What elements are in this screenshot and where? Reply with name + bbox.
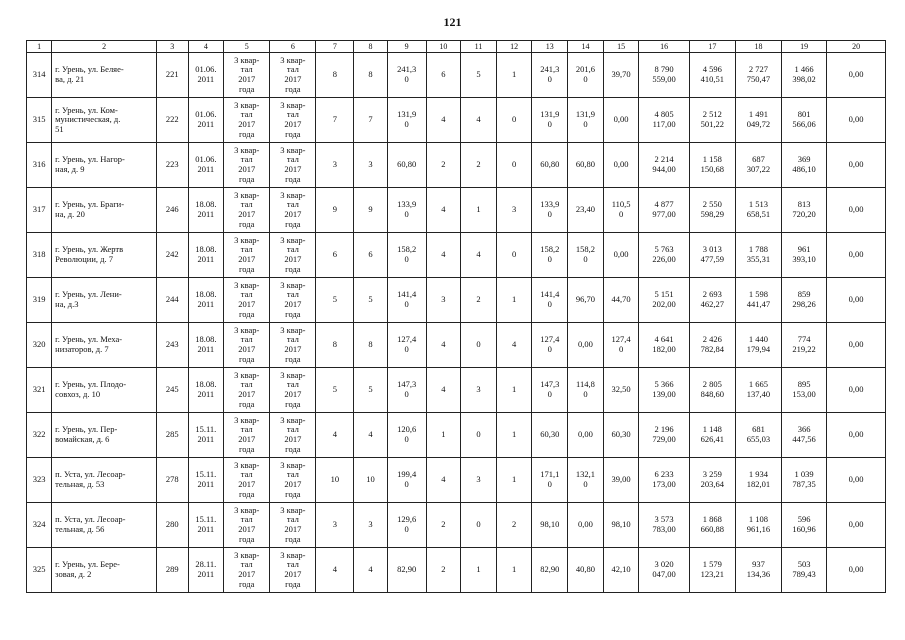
column-header: 14 xyxy=(568,41,604,53)
table-cell: 44,70 xyxy=(603,278,639,323)
table-cell: 3 квар- тал 2017 года xyxy=(224,368,270,413)
table-cell: 1 158 150,68 xyxy=(689,143,735,188)
table-cell: 2 550 598,29 xyxy=(689,188,735,233)
table-cell: 317 xyxy=(27,188,52,233)
table-cell: 8 xyxy=(354,53,388,98)
column-header: 7 xyxy=(316,41,354,53)
table-cell: 133,9 0 xyxy=(532,188,568,233)
table-cell: 1 665 137,40 xyxy=(735,368,781,413)
table-cell: 243 xyxy=(157,323,188,368)
table-cell: 2 xyxy=(461,143,497,188)
table-cell: 5 xyxy=(316,278,354,323)
table-cell: 366 447,56 xyxy=(782,413,827,458)
table-cell: г. Урень, ул. Плодо- совхоз, д. 10 xyxy=(52,368,157,413)
table-cell: 289 xyxy=(157,548,188,593)
table-cell: 6 233 173,00 xyxy=(639,458,689,503)
table-cell: 133,9 0 xyxy=(387,188,426,233)
table-cell: 0 xyxy=(461,413,497,458)
table-cell: 6 xyxy=(354,233,388,278)
table-row xyxy=(27,53,886,98)
table-cell: 5 xyxy=(316,368,354,413)
table-cell: 3 xyxy=(316,503,354,548)
table-cell: 314 xyxy=(27,53,52,98)
table-cell: 0,00 xyxy=(827,503,886,548)
table-cell: 10 xyxy=(316,458,354,503)
table-cell: 1 579 123,21 xyxy=(689,548,735,593)
table-cell: 813 720,20 xyxy=(782,188,827,233)
table-cell: 895 153,00 xyxy=(782,368,827,413)
table-cell: 0,00 xyxy=(603,98,639,143)
table-cell: 15.11. 2011 xyxy=(188,458,224,503)
table-cell: 0,00 xyxy=(603,143,639,188)
table-cell: 158,2 0 xyxy=(568,233,604,278)
table-row xyxy=(27,233,886,278)
table-cell: 4 877 977,00 xyxy=(639,188,689,233)
table-cell: 18.08. 2011 xyxy=(188,188,224,233)
table-row xyxy=(27,413,886,458)
column-header: 4 xyxy=(188,41,224,53)
table-cell: 1 xyxy=(461,548,497,593)
table-cell: 3 квар- тал 2017 года xyxy=(270,98,316,143)
table-cell: г. Урень, ул. Браги- на, д. 20 xyxy=(52,188,157,233)
table-cell: 4 xyxy=(426,323,461,368)
table-cell: 60,80 xyxy=(532,143,568,188)
column-header: 6 xyxy=(270,41,316,53)
table-cell: 60,30 xyxy=(532,413,568,458)
table-cell: 2 xyxy=(461,278,497,323)
table-cell: 6 xyxy=(426,53,461,98)
table-row xyxy=(27,458,886,503)
table-cell: 131,9 0 xyxy=(387,98,426,143)
column-header: 10 xyxy=(426,41,461,53)
table-cell: 5 xyxy=(461,53,497,98)
column-header: 18 xyxy=(735,41,781,53)
table-cell: 324 xyxy=(27,503,52,548)
table-cell: 0,00 xyxy=(603,233,639,278)
table-cell: 3 квар- тал 2017 года xyxy=(224,53,270,98)
table-cell: 0,00 xyxy=(568,503,604,548)
table-cell: 3 квар- тал 2017 года xyxy=(270,368,316,413)
table-cell: 320 xyxy=(27,323,52,368)
table-cell: 1 868 660,88 xyxy=(689,503,735,548)
table-cell: 4 xyxy=(426,98,461,143)
column-header: 13 xyxy=(532,41,568,53)
table-cell: 131,9 0 xyxy=(568,98,604,143)
table-cell: 3 xyxy=(354,503,388,548)
table-cell: 3 xyxy=(316,143,354,188)
table-cell: 01.06. 2011 xyxy=(188,143,224,188)
table-cell: 322 xyxy=(27,413,52,458)
table-cell: 82,90 xyxy=(387,548,426,593)
page-number: 121 xyxy=(443,15,462,29)
table-cell: 4 xyxy=(316,548,354,593)
table-cell: 3 573 783,00 xyxy=(639,503,689,548)
table-cell: г. Урень, ул. Ком- мунистическая, д. 51 xyxy=(52,98,157,143)
column-header: 11 xyxy=(461,41,497,53)
table-cell: 98,10 xyxy=(603,503,639,548)
table-row xyxy=(27,323,886,368)
table-cell: 158,2 0 xyxy=(532,233,568,278)
table-cell: 3 квар- тал 2017 года xyxy=(270,278,316,323)
table-cell: 42,10 xyxy=(603,548,639,593)
table-cell: 147,3 0 xyxy=(387,368,426,413)
table-cell: 3 020 047,00 xyxy=(639,548,689,593)
table-cell: 8 xyxy=(316,323,354,368)
table-cell: 4 xyxy=(426,368,461,413)
table-cell: 315 xyxy=(27,98,52,143)
table-cell: 0,00 xyxy=(827,368,886,413)
table-cell: 8 xyxy=(316,53,354,98)
table-cell: 859 298,26 xyxy=(782,278,827,323)
table-cell: 1 xyxy=(496,548,532,593)
table-cell: 2 805 848,60 xyxy=(689,368,735,413)
table-cell: 2 214 944,00 xyxy=(639,143,689,188)
table-cell: 28.11. 2011 xyxy=(188,548,224,593)
table-cell: 5 366 139,00 xyxy=(639,368,689,413)
table-row xyxy=(27,143,886,188)
table-cell: 3 квар- тал 2017 года xyxy=(270,53,316,98)
table-cell: 3 xyxy=(496,188,532,233)
table-cell: 2 512 501,22 xyxy=(689,98,735,143)
table-cell: 4 596 410,51 xyxy=(689,53,735,98)
table-cell: 120,6 0 xyxy=(387,413,426,458)
table-cell: 1 039 787,35 xyxy=(782,458,827,503)
table-cell: 60,80 xyxy=(387,143,426,188)
table-cell: 141,4 0 xyxy=(532,278,568,323)
table-cell: 201,6 0 xyxy=(568,53,604,98)
table-cell: 23,40 xyxy=(568,188,604,233)
table-cell: 2 xyxy=(496,503,532,548)
table-cell: 1 513 658,51 xyxy=(735,188,781,233)
table-cell: 1 466 398,02 xyxy=(782,53,827,98)
table-cell: 242 xyxy=(157,233,188,278)
table-cell: 4 xyxy=(354,413,388,458)
table-cell: 40,80 xyxy=(568,548,604,593)
table-cell: 681 655,03 xyxy=(735,413,781,458)
table-cell: 319 xyxy=(27,278,52,323)
table-cell: 4 xyxy=(496,323,532,368)
table-cell: 3 квар- тал 2017 года xyxy=(224,503,270,548)
table-cell: 369 486,10 xyxy=(782,143,827,188)
table-cell: 0,00 xyxy=(568,413,604,458)
table-cell: 0,00 xyxy=(827,233,886,278)
table-cell: 1 xyxy=(426,413,461,458)
table-cell: 0,00 xyxy=(827,323,886,368)
table-cell: 1 xyxy=(496,368,532,413)
table-cell: 0 xyxy=(461,323,497,368)
table-cell: 1 xyxy=(496,278,532,323)
table-cell: 39,70 xyxy=(603,53,639,98)
table-cell: 147,3 0 xyxy=(532,368,568,413)
column-header: 8 xyxy=(354,41,388,53)
table-row xyxy=(27,503,886,548)
table-cell: 596 160,96 xyxy=(782,503,827,548)
column-header: 17 xyxy=(689,41,735,53)
column-header: 19 xyxy=(782,41,827,53)
table-cell: 96,70 xyxy=(568,278,604,323)
table-cell: 0 xyxy=(496,233,532,278)
table-cell: 1 xyxy=(496,458,532,503)
table-cell: 3 xyxy=(354,143,388,188)
table-cell: 15.11. 2011 xyxy=(188,503,224,548)
table-cell: г. Урень, ул. Нагор- ная, д. 9 xyxy=(52,143,157,188)
table-cell: 5 151 202,00 xyxy=(639,278,689,323)
table-cell: 132,1 0 xyxy=(568,458,604,503)
table-cell: г. Урень, ул. Беляе- ва, д. 21 xyxy=(52,53,157,98)
table-cell: 171,1 0 xyxy=(532,458,568,503)
column-header: 5 xyxy=(224,41,270,53)
table-cell: 2 xyxy=(426,143,461,188)
table-cell: 801 566,06 xyxy=(782,98,827,143)
table-cell: 2 196 729,00 xyxy=(639,413,689,458)
table-cell: г. Урень, ул. Меха- низаторов, д. 7 xyxy=(52,323,157,368)
table-cell: 222 xyxy=(157,98,188,143)
table-cell: г. Урень, ул. Бере- зовая, д. 2 xyxy=(52,548,157,593)
table-cell: 0 xyxy=(496,143,532,188)
table-cell: 3 013 477,59 xyxy=(689,233,735,278)
table-cell: г. Урень, ул. Лени- на, д.3 xyxy=(52,278,157,323)
table-cell: 0,00 xyxy=(827,53,886,98)
table-cell: 3 квар- тал 2017 года xyxy=(270,143,316,188)
table-cell: 2 693 462,27 xyxy=(689,278,735,323)
column-header: 3 xyxy=(157,41,188,53)
table-header-row xyxy=(27,41,886,53)
table-cell: 3 квар- тал 2017 года xyxy=(270,458,316,503)
table-cell: 10 xyxy=(354,458,388,503)
table-cell: 323 xyxy=(27,458,52,503)
table-cell: 2 xyxy=(426,503,461,548)
table-cell: 4 641 182,00 xyxy=(639,323,689,368)
table-cell: 1 934 182,01 xyxy=(735,458,781,503)
column-header: 9 xyxy=(387,41,426,53)
table-cell: 5 xyxy=(354,278,388,323)
table-cell: 18.08. 2011 xyxy=(188,368,224,413)
table-cell: 3 квар- тал 2017 года xyxy=(224,323,270,368)
table-cell: 3 квар- тал 2017 года xyxy=(224,143,270,188)
table-cell: 18.08. 2011 xyxy=(188,233,224,278)
table-cell: 937 134,36 xyxy=(735,548,781,593)
table-row xyxy=(27,278,886,323)
table-cell: 9 xyxy=(354,188,388,233)
table-row xyxy=(27,188,886,233)
table-cell: 9 xyxy=(316,188,354,233)
table-row xyxy=(27,98,886,143)
table-cell: п. Уста, ул. Лесоар- тельная, д. 56 xyxy=(52,503,157,548)
table-cell: 4 xyxy=(461,233,497,278)
table-row xyxy=(27,368,886,413)
table-cell: 3 квар- тал 2017 года xyxy=(270,548,316,593)
table-cell: 0,00 xyxy=(827,458,886,503)
table-cell: 241,3 0 xyxy=(532,53,568,98)
table-cell: 4 xyxy=(426,188,461,233)
table-cell: 60,30 xyxy=(603,413,639,458)
table-cell: 8 xyxy=(354,323,388,368)
table-cell: 129,6 0 xyxy=(387,503,426,548)
column-header: 20 xyxy=(827,41,886,53)
table-cell: 1 491 049,72 xyxy=(735,98,781,143)
table-cell: 2 727 750,47 xyxy=(735,53,781,98)
table-cell: 15.11. 2011 xyxy=(188,413,224,458)
table-cell: 245 xyxy=(157,368,188,413)
table-cell: 1 108 961,16 xyxy=(735,503,781,548)
table-cell: г. Урень, ул. Пер- вомайская, д. 6 xyxy=(52,413,157,458)
table-cell: 3 квар- тал 2017 года xyxy=(270,413,316,458)
table-cell: 961 393,10 xyxy=(782,233,827,278)
table-cell: 3 квар- тал 2017 года xyxy=(224,278,270,323)
table-cell: 3 квар- тал 2017 года xyxy=(224,458,270,503)
table-cell: 39,00 xyxy=(603,458,639,503)
table-cell: 3 259 203,64 xyxy=(689,458,735,503)
table-cell: 0 xyxy=(461,503,497,548)
table-cell: 1 788 355,31 xyxy=(735,233,781,278)
table-cell: 141,4 0 xyxy=(387,278,426,323)
table-cell: 3 xyxy=(461,368,497,413)
table-cell: 199,4 0 xyxy=(387,458,426,503)
table-cell: 1 xyxy=(461,188,497,233)
table-cell: 285 xyxy=(157,413,188,458)
table-cell: 1 440 179,94 xyxy=(735,323,781,368)
table-cell: 7 xyxy=(316,98,354,143)
table-cell: 6 xyxy=(316,233,354,278)
table-cell: 3 квар- тал 2017 года xyxy=(224,548,270,593)
table-cell: 774 219,22 xyxy=(782,323,827,368)
table-cell: 0,00 xyxy=(827,98,886,143)
table-cell: 60,80 xyxy=(568,143,604,188)
table-cell: 4 805 117,00 xyxy=(639,98,689,143)
table-cell: 7 xyxy=(354,98,388,143)
table-cell: 3 квар- тал 2017 года xyxy=(224,98,270,143)
table-cell: 114,8 0 xyxy=(568,368,604,413)
column-header: 2 xyxy=(52,41,157,53)
table-cell: 4 xyxy=(316,413,354,458)
table-cell: 01.06. 2011 xyxy=(188,53,224,98)
table-cell: 4 xyxy=(354,548,388,593)
table-row xyxy=(27,548,886,593)
table-cell: 127,4 0 xyxy=(532,323,568,368)
table-cell: 3 квар- тал 2017 года xyxy=(224,233,270,278)
table-cell: 0,00 xyxy=(827,143,886,188)
table-cell: 01.06. 2011 xyxy=(188,98,224,143)
register-table xyxy=(26,40,886,593)
table-cell: 1 xyxy=(496,53,532,98)
table-cell: 5 763 226,00 xyxy=(639,233,689,278)
table-cell: 32,50 xyxy=(603,368,639,413)
table-cell: 316 xyxy=(27,143,52,188)
table-cell: 110,5 0 xyxy=(603,188,639,233)
table-cell: 158,2 0 xyxy=(387,233,426,278)
table-cell: 3 xyxy=(426,278,461,323)
table-cell: 278 xyxy=(157,458,188,503)
table-cell: 1 xyxy=(496,413,532,458)
table-cell: 2 426 782,84 xyxy=(689,323,735,368)
table-cell: п. Уста, ул. Лесоар- тельная, д. 53 xyxy=(52,458,157,503)
table-cell: г. Урень, ул. Жертв Революции, д. 7 xyxy=(52,233,157,278)
table-cell: 241,3 0 xyxy=(387,53,426,98)
column-header: 12 xyxy=(496,41,532,53)
table-cell: 0 xyxy=(496,98,532,143)
table-cell: 0,00 xyxy=(568,323,604,368)
table-cell: 127,4 0 xyxy=(603,323,639,368)
table-cell: 318 xyxy=(27,233,52,278)
table-cell: 131,9 0 xyxy=(532,98,568,143)
table-cell: 127,4 0 xyxy=(387,323,426,368)
table-cell: 1 598 441,47 xyxy=(735,278,781,323)
table-cell: 1 148 626,41 xyxy=(689,413,735,458)
table-cell: 3 квар- тал 2017 года xyxy=(270,188,316,233)
table-cell: 246 xyxy=(157,188,188,233)
table-cell: 2 xyxy=(426,548,461,593)
table-cell: 4 xyxy=(426,233,461,278)
table-cell: 3 xyxy=(461,458,497,503)
column-header: 15 xyxy=(603,41,639,53)
table-cell: 3 квар- тал 2017 года xyxy=(224,188,270,233)
table-cell: 223 xyxy=(157,143,188,188)
table-cell: 18.08. 2011 xyxy=(188,323,224,368)
table-cell: 325 xyxy=(27,548,52,593)
table-cell: 0,00 xyxy=(827,278,886,323)
table-cell: 5 xyxy=(354,368,388,413)
table-cell: 503 789,43 xyxy=(782,548,827,593)
table-cell: 98,10 xyxy=(532,503,568,548)
table-cell: 0,00 xyxy=(827,413,886,458)
table-cell: 4 xyxy=(426,458,461,503)
table-cell: 3 квар- тал 2017 года xyxy=(270,323,316,368)
table-cell: 244 xyxy=(157,278,188,323)
table-cell: 18.08. 2011 xyxy=(188,278,224,323)
table-cell: 321 xyxy=(27,368,52,413)
table-cell: 3 квар- тал 2017 года xyxy=(224,413,270,458)
table-cell: 687 307,22 xyxy=(735,143,781,188)
table-cell: 280 xyxy=(157,503,188,548)
table-cell: 8 790 559,00 xyxy=(639,53,689,98)
table-cell: 3 квар- тал 2017 года xyxy=(270,503,316,548)
column-header: 16 xyxy=(639,41,689,53)
table-cell: 4 xyxy=(461,98,497,143)
table-cell: 0,00 xyxy=(827,548,886,593)
column-header: 1 xyxy=(27,41,52,53)
table-cell: 3 квар- тал 2017 года xyxy=(270,233,316,278)
table-cell: 0,00 xyxy=(827,188,886,233)
table-cell: 221 xyxy=(157,53,188,98)
table-cell: 82,90 xyxy=(532,548,568,593)
